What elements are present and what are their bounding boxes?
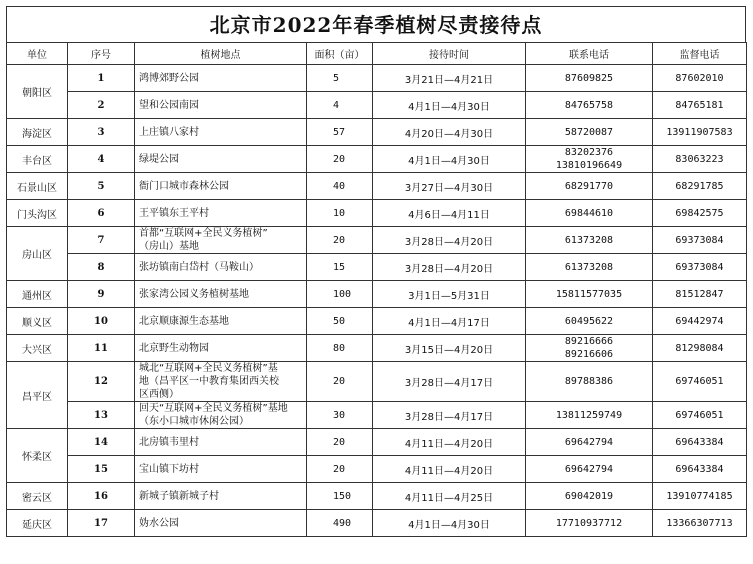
header-area: 面积（亩）	[307, 43, 373, 65]
time-cell: 3月28日—4月20日	[373, 227, 526, 254]
district-cell: 丰台区	[7, 146, 68, 173]
district-cell: 通州区	[7, 281, 68, 308]
no-cell: 7	[68, 227, 135, 254]
place-line: 回天“互联网+全民义务植树”基地	[139, 403, 288, 414]
time-cell: 4月20日—4月30日	[373, 119, 526, 146]
phone-cell: 89788386	[526, 362, 653, 402]
time-cell: 3月28日—4月17日	[373, 402, 526, 429]
phone-cell: 60495622	[526, 308, 653, 335]
no-cell: 10	[68, 308, 135, 335]
no-cell: 1	[68, 65, 135, 92]
page-title: 北京市2022年春季植树尽责接待点	[6, 6, 746, 42]
table-header-row	[7, 43, 747, 65]
header-time: 接待时间	[373, 43, 526, 65]
no-cell: 14	[68, 429, 135, 456]
time-cell: 3月1日—5月31日	[373, 281, 526, 308]
no-cell: 15	[68, 456, 135, 483]
phone-cell: 17710937712	[526, 510, 653, 537]
time-cell: 4月11日—4月20日	[373, 456, 526, 483]
table-row	[7, 227, 747, 254]
header-district: 单位	[7, 43, 68, 65]
supervise-cell: 69643384	[653, 429, 747, 456]
time-cell: 3月21日—4月21日	[373, 65, 526, 92]
phone-cell: 13811259749	[526, 402, 653, 429]
time-cell: 4月11日—4月25日	[373, 483, 526, 510]
district-cell: 延庆区	[7, 510, 68, 537]
supervise-cell: 69442974	[653, 308, 747, 335]
header-place: 植树地点	[135, 43, 307, 65]
area-cell: 150	[307, 483, 373, 510]
place-cell: 北京野生动物园	[135, 335, 307, 362]
time-cell: 3月27日—4月30日	[373, 173, 526, 200]
area-cell: 20	[307, 227, 373, 254]
no-cell: 12	[68, 362, 135, 402]
time-cell: 3月15日—4月20日	[373, 335, 526, 362]
area-cell: 20	[307, 146, 373, 173]
district-cell: 朝阳区	[7, 65, 68, 119]
place-cell: 新城子镇新城子村	[135, 483, 307, 510]
phone-cell: 58720087	[526, 119, 653, 146]
no-cell: 2	[68, 92, 135, 119]
phone-cell: 69642794	[526, 429, 653, 456]
district-cell: 大兴区	[7, 335, 68, 362]
place-line: 首都“互联网+全民义务植树”	[139, 228, 268, 239]
place-line: （房山）基地	[139, 241, 199, 252]
supervise-cell: 69373084	[653, 227, 747, 254]
place-line: （东小口城市休闲公园）	[139, 416, 249, 427]
area-cell: 4	[307, 92, 373, 119]
phone-cell: 68291770	[526, 173, 653, 200]
phone-cell: 87609825	[526, 65, 653, 92]
place-line: 地（昌平区一中教育集团西关校	[139, 376, 279, 387]
no-cell: 3	[68, 119, 135, 146]
table-row	[7, 308, 747, 335]
area-cell: 100	[307, 281, 373, 308]
table-row	[7, 92, 747, 119]
supervise-cell: 68291785	[653, 173, 747, 200]
header-phone: 联系电话	[526, 43, 653, 65]
area-cell: 30	[307, 402, 373, 429]
supervise-cell: 69746051	[653, 362, 747, 402]
phone-cell: 69844610	[526, 200, 653, 227]
phone-cell	[526, 335, 653, 362]
supervise-cell: 83063223	[653, 146, 747, 173]
phone-line: 83202376	[564, 147, 614, 158]
place-line: 城北“互联网+全民义务植树”基	[139, 363, 278, 374]
no-cell: 17	[68, 510, 135, 537]
district-cell: 海淀区	[7, 119, 68, 146]
table-row	[7, 281, 747, 308]
supervise-cell: 13366307713	[653, 510, 747, 537]
header-no: 序号	[68, 43, 135, 65]
phone-line: 89216666	[564, 336, 614, 347]
district-cell: 昌平区	[7, 362, 68, 429]
place-cell: 鸿博郊野公园	[135, 65, 307, 92]
table-row	[7, 146, 747, 173]
table-row	[7, 483, 747, 510]
time-cell: 4月1日—4月17日	[373, 308, 526, 335]
table-row	[7, 335, 747, 362]
table-row	[7, 362, 747, 402]
time-cell: 4月6日—4月11日	[373, 200, 526, 227]
place-cell: 北房镇韦里村	[135, 429, 307, 456]
place-cell: 张家湾公园义务植树基地	[135, 281, 307, 308]
header-supervise: 监督电话	[653, 43, 747, 65]
area-cell: 50	[307, 308, 373, 335]
time-cell: 4月1日—4月30日	[373, 92, 526, 119]
phone-cell: 15811577035	[526, 281, 653, 308]
district-cell: 石景山区	[7, 173, 68, 200]
area-cell: 40	[307, 173, 373, 200]
district-cell: 门头沟区	[7, 200, 68, 227]
district-cell: 房山区	[7, 227, 68, 281]
area-cell: 20	[307, 456, 373, 483]
table-row	[7, 119, 747, 146]
supervise-cell: 81512847	[653, 281, 747, 308]
table-row	[7, 510, 747, 537]
area-cell: 80	[307, 335, 373, 362]
no-cell: 9	[68, 281, 135, 308]
time-cell: 4月1日—4月30日	[373, 510, 526, 537]
supervise-cell: 69842575	[653, 200, 747, 227]
no-cell: 11	[68, 335, 135, 362]
supervise-cell: 13911907583	[653, 119, 747, 146]
phone-cell	[526, 146, 653, 173]
phone-line: 13810196649	[555, 160, 623, 171]
place-cell	[135, 362, 307, 402]
area-cell: 5	[307, 65, 373, 92]
no-cell: 8	[68, 254, 135, 281]
phone-cell: 84765758	[526, 92, 653, 119]
place-cell: 绿堤公园	[135, 146, 307, 173]
supervise-cell: 84765181	[653, 92, 747, 119]
supervise-cell: 69373084	[653, 254, 747, 281]
table-row	[7, 200, 747, 227]
supervise-cell: 69643384	[653, 456, 747, 483]
area-cell: 20	[307, 429, 373, 456]
place-cell: 衙门口城市森林公园	[135, 173, 307, 200]
place-cell: 北京顺康源生态基地	[135, 308, 307, 335]
area-cell: 10	[307, 200, 373, 227]
place-line: 区西侧）	[139, 389, 179, 400]
district-cell: 顺义区	[7, 308, 68, 335]
time-cell: 3月28日—4月17日	[373, 362, 526, 402]
table-row	[7, 402, 747, 429]
table-row	[7, 254, 747, 281]
supervise-cell: 87602010	[653, 65, 747, 92]
phone-cell: 61373208	[526, 254, 653, 281]
no-cell: 16	[68, 483, 135, 510]
area-cell: 490	[307, 510, 373, 537]
district-cell: 密云区	[7, 483, 68, 510]
reception-points-sheet	[6, 6, 746, 558]
no-cell: 6	[68, 200, 135, 227]
phone-cell: 69042019	[526, 483, 653, 510]
phone-line: 89216606	[564, 349, 614, 360]
table-row	[7, 173, 747, 200]
time-cell: 4月1日—4月30日	[373, 146, 526, 173]
supervise-cell: 69746051	[653, 402, 747, 429]
supervise-cell: 13910774185	[653, 483, 747, 510]
no-cell: 5	[68, 173, 135, 200]
place-cell: 宝山镇下坊村	[135, 456, 307, 483]
phone-cell: 69642794	[526, 456, 653, 483]
table-row	[7, 65, 747, 92]
place-cell: 望和公园南园	[135, 92, 307, 119]
reception-points-table	[6, 42, 747, 537]
table-row	[7, 456, 747, 483]
place-cell: 上庄镇八家村	[135, 119, 307, 146]
place-cell: 妫水公园	[135, 510, 307, 537]
area-cell: 57	[307, 119, 373, 146]
time-cell: 4月11日—4月20日	[373, 429, 526, 456]
table-row	[7, 429, 747, 456]
area-cell: 20	[307, 362, 373, 402]
time-cell: 3月28日—4月20日	[373, 254, 526, 281]
place-cell: 王平镇东王平村	[135, 200, 307, 227]
place-cell	[135, 402, 307, 429]
place-cell	[135, 227, 307, 254]
district-cell: 怀柔区	[7, 429, 68, 483]
no-cell: 4	[68, 146, 135, 173]
phone-cell: 61373208	[526, 227, 653, 254]
place-cell: 张坊镇南白岱村（马鞍山）	[135, 254, 307, 281]
supervise-cell: 81298084	[653, 335, 747, 362]
area-cell: 15	[307, 254, 373, 281]
no-cell: 13	[68, 402, 135, 429]
